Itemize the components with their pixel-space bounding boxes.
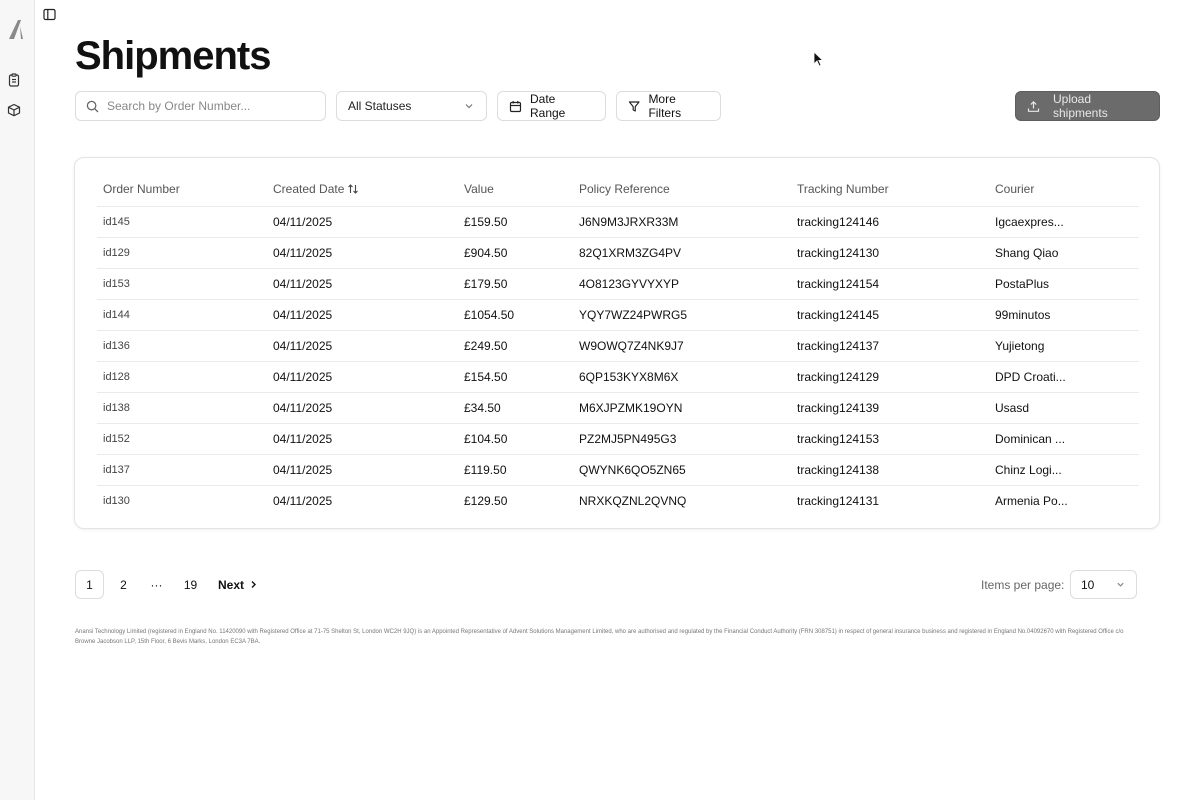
calendar-icon — [509, 100, 522, 113]
cell-value: £159.50 — [458, 206, 573, 237]
clipboard-icon[interactable] — [7, 73, 21, 87]
cell-created-date: 04/11/2025 — [267, 299, 458, 330]
cell-policy-reference: 82Q1XRM3ZG4PV — [573, 237, 791, 268]
table-row[interactable] — [97, 485, 1139, 516]
date-range-button[interactable] — [497, 91, 606, 121]
column-header-order-number[interactable]: Order Number — [97, 172, 267, 206]
next-page-label: Next — [217, 577, 244, 592]
status-filter-value: All Statuses — [348, 99, 412, 113]
cell-courier: PostaPlus — [989, 268, 1139, 299]
cell-courier: Yujietong — [989, 330, 1139, 361]
sidebar-toggle-icon[interactable] — [43, 8, 56, 21]
cell-policy-reference: M6XJPZMK19OYN — [573, 392, 791, 423]
table-row[interactable] — [97, 237, 1139, 268]
chevron-down-icon — [1116, 580, 1125, 589]
mouse-cursor-icon — [813, 51, 824, 67]
brand-logo-icon[interactable] — [6, 18, 26, 40]
chevron-right-icon — [249, 580, 258, 589]
cell-created-date: 04/11/2025 — [267, 206, 458, 237]
shipments-table-card — [74, 157, 1160, 529]
cell-courier: Usasd — [989, 392, 1139, 423]
cell-order-number: id136 — [97, 330, 267, 361]
page-title: Shipments — [75, 34, 271, 78]
cell-created-date: 04/11/2025 — [267, 454, 458, 485]
cell-tracking-number: tracking124145 — [791, 299, 989, 330]
cell-tracking-number: tracking124131 — [797, 493, 880, 508]
cell-tracking-number: tracking124137 — [791, 330, 989, 361]
upload-shipments-label: Upload shipments — [1053, 92, 1108, 120]
page-button-2[interactable]: 2 — [120, 577, 127, 592]
cell-policy-reference: J6N9M3JRXR33M — [573, 206, 791, 237]
status-filter-select[interactable] — [336, 91, 487, 121]
cell-created-date: 04/11/2025 — [267, 423, 458, 454]
cell-tracking-number: tracking124130 — [791, 237, 989, 268]
page-button-19[interactable]: 19 — [183, 577, 198, 592]
search-field[interactable] — [75, 91, 326, 121]
items-per-page-select[interactable] — [1070, 570, 1137, 599]
cell-created-date: 04/11/2025 — [267, 268, 458, 299]
column-header-created-date-label: Created Date — [273, 181, 345, 196]
cell-tracking-number: tracking124154 — [791, 268, 989, 299]
column-header-courier[interactable]: Courier — [989, 172, 1139, 206]
legal-footer: Anansi Technology Limited (registered in England No. 11420090 with Registered Office at 71-75 Shelton St, London WC2H 9JQ) is an Appointed Representative of Advent Solutions Management Limited, who are authorised and regulated by the Financial Conduct Authority (FRN 308751) in respect of general insurance business and registered in England No.04092670 with Registered Office c/o Browne Jacobson LLP, 15th Floor, 6 Bevis Marks, London EC3A 7BA. — [75, 629, 1124, 645]
cell-created-date: 04/11/2025 — [267, 361, 458, 392]
column-header-value[interactable]: Value — [458, 172, 573, 206]
table-row[interactable] — [97, 454, 1139, 485]
shipments-table — [97, 172, 1139, 516]
table-row[interactable] — [97, 299, 1139, 330]
cell-courier: 99minutos — [989, 299, 1139, 330]
date-range-label: Date Range — [529, 92, 566, 120]
page-ellipsis[interactable]: ··· — [150, 577, 163, 592]
search-icon — [86, 100, 99, 113]
cell-value: £104.50 — [458, 423, 573, 454]
cell-value: £119.50 — [458, 454, 573, 485]
items-per-page-value: 10 — [1081, 577, 1095, 592]
cell-courier: Armenia Po... — [995, 493, 1068, 508]
table-row[interactable] — [97, 206, 1139, 237]
cell-tracking-number: tracking124129 — [791, 361, 989, 392]
cell-value: £154.50 — [458, 361, 573, 392]
cell-value: £129.50 — [464, 493, 508, 508]
search-input[interactable] — [107, 99, 307, 113]
upload-icon — [1027, 100, 1040, 113]
cell-tracking-number: tracking124139 — [791, 392, 989, 423]
filter-icon — [628, 100, 640, 113]
cell-order-number: id128 — [97, 361, 267, 392]
page-button-1[interactable]: 1 — [75, 570, 104, 599]
cell-policy-reference: PZ2MJ5PN495G3 — [573, 423, 791, 454]
column-header-created-date[interactable] — [267, 172, 458, 206]
sidebar — [0, 0, 35, 800]
cell-value: £904.50 — [458, 237, 573, 268]
cell-policy-reference: 4O8123GYVYXYP — [573, 268, 791, 299]
table-row[interactable] — [97, 392, 1139, 423]
cell-order-number: id144 — [97, 299, 267, 330]
cell-courier: Igcaexpres... — [989, 206, 1139, 237]
cell-created-date: 04/11/2025 — [267, 330, 458, 361]
cell-courier: Chinz Logi... — [989, 454, 1139, 485]
cell-created-date: 04/11/2025 — [267, 392, 458, 423]
more-filters-label: More Filters — [648, 92, 682, 120]
cell-tracking-number: tracking124153 — [791, 423, 989, 454]
cell-order-number: id130 — [103, 494, 130, 507]
more-filters-button[interactable] — [616, 91, 721, 121]
sort-icon[interactable] — [347, 183, 359, 195]
cell-courier: DPD Croati... — [989, 361, 1139, 392]
items-per-page-label: Items per page: — [981, 578, 1065, 592]
table-row[interactable] — [97, 268, 1139, 299]
upload-shipments-button[interactable] — [1015, 91, 1160, 121]
package-icon[interactable] — [7, 103, 21, 117]
table-row[interactable] — [97, 361, 1139, 392]
cell-policy-reference: W9OWQ7Z4NK9J7 — [573, 330, 791, 361]
cell-order-number: id129 — [97, 237, 267, 268]
cell-value: £34.50 — [458, 392, 573, 423]
cell-policy-reference: NRXKQZNL2QVNQ — [579, 493, 687, 508]
cell-value: £249.50 — [458, 330, 573, 361]
table-header-row — [97, 172, 1139, 206]
column-header-policy-reference[interactable]: Policy Reference — [573, 172, 791, 206]
cell-order-number: id152 — [97, 423, 267, 454]
cell-policy-reference: YQY7WZ24PWRG5 — [573, 299, 791, 330]
table-row[interactable] — [97, 330, 1139, 361]
table-row[interactable] — [97, 423, 1139, 454]
cell-tracking-number: tracking124138 — [791, 454, 989, 485]
cell-order-number: id138 — [97, 392, 267, 423]
chevron-down-icon — [464, 101, 474, 111]
cell-order-number: id145 — [97, 206, 267, 237]
cell-value: £179.50 — [458, 268, 573, 299]
cell-created-date: 04/11/2025 — [273, 493, 333, 508]
next-page-button[interactable] — [214, 570, 262, 599]
table-body — [97, 206, 1139, 516]
cell-policy-reference: QWYNK6QO5ZN65 — [573, 454, 791, 485]
cell-order-number: id153 — [97, 268, 267, 299]
cell-order-number: id137 — [97, 454, 267, 485]
cell-value: £1054.50 — [458, 299, 573, 330]
column-header-tracking-number[interactable]: Tracking Number — [791, 172, 989, 206]
cell-courier: Shang Qiao — [989, 237, 1139, 268]
cell-created-date: 04/11/2025 — [267, 237, 458, 268]
cell-policy-reference: 6QP153KYX8M6X — [573, 361, 791, 392]
cell-tracking-number: tracking124146 — [791, 206, 989, 237]
cell-courier: Dominican ... — [989, 423, 1139, 454]
